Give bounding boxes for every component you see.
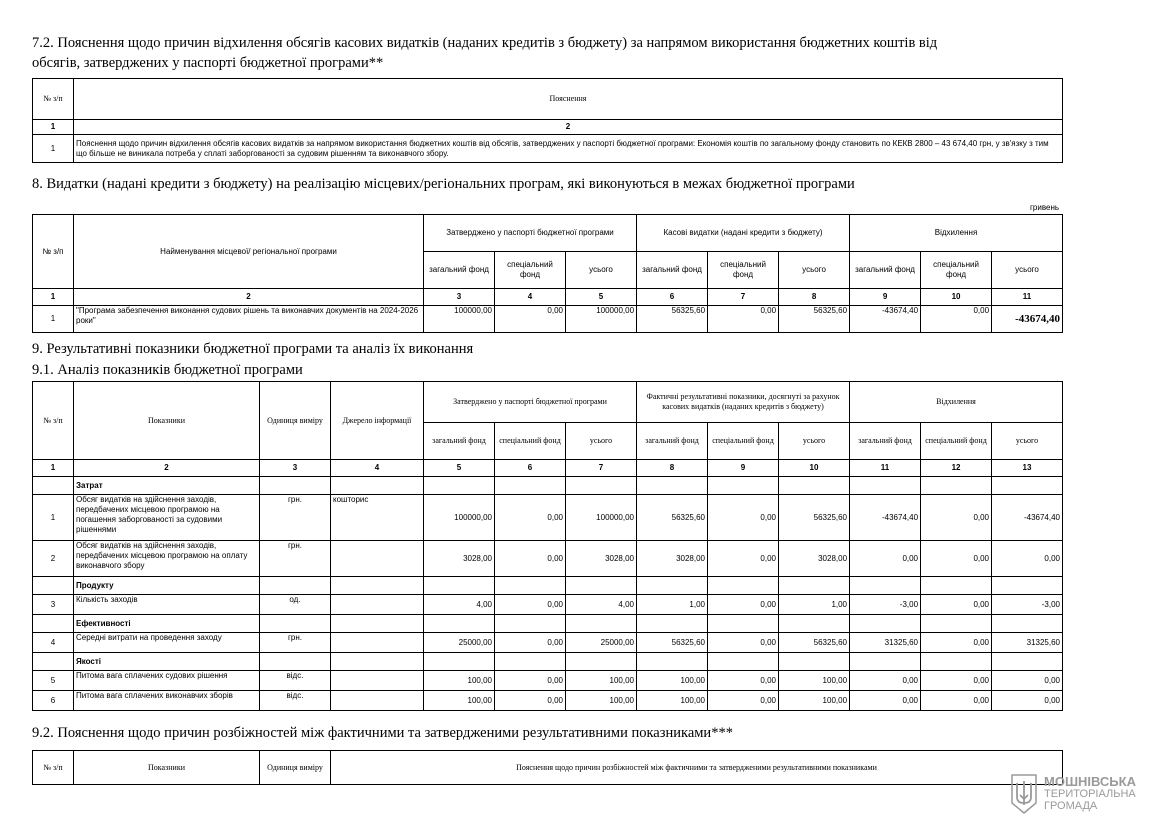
table-row xyxy=(33,495,1063,541)
row-number: 1 xyxy=(33,135,74,163)
col-explanation-header: Пояснення щодо причин розбіжностей між фактичними та затвердженими результативними показниками xyxy=(331,751,1063,785)
category-label: Ефективності xyxy=(74,615,260,633)
value-cell: 100,00 xyxy=(779,691,850,711)
column-number: 6 xyxy=(637,289,708,306)
section-9-heading: 9. Результативні показники бюджетної програми та аналіз їх виконання xyxy=(32,341,474,357)
value-cell: 0,00 xyxy=(921,671,992,691)
value-cell: 0,00 xyxy=(708,691,779,711)
source-cell: кошторис xyxy=(331,495,424,541)
value-cell: 3028,00 xyxy=(779,541,850,577)
source-cell xyxy=(331,671,424,691)
value-cell: 100,00 xyxy=(424,691,495,711)
logo-line-3: ГРОМАДА xyxy=(1044,800,1098,812)
row-number: 1 xyxy=(33,306,74,333)
value-cell: 100000,00 xyxy=(566,495,637,541)
sub-total: усього xyxy=(779,252,850,289)
table-row xyxy=(33,595,1063,615)
value-cell: 3028,00 xyxy=(424,541,495,577)
row-number: 3 xyxy=(33,595,74,615)
value-cell: 100000,00 xyxy=(424,306,495,333)
col-number-header: № з/п xyxy=(33,79,74,120)
value-cell: 0,00 xyxy=(921,541,992,577)
value-cell: 56325,60 xyxy=(779,495,850,541)
table-row xyxy=(33,306,1063,333)
column-number: 10 xyxy=(921,289,992,306)
group-cash-expenditure-header: Касові видатки (надані кредити з бюджету) xyxy=(637,215,850,252)
value-cell: -43674,40 xyxy=(992,495,1063,541)
section-7-2-heading-line-2: обсягів, затверджених у паспорті бюджетної програми** xyxy=(32,55,384,71)
row-number: 5 xyxy=(33,671,74,691)
value-cell: 0,00 xyxy=(495,595,566,615)
source-cell xyxy=(331,595,424,615)
table-row xyxy=(33,671,1063,691)
column-number: 8 xyxy=(779,289,850,306)
category-label: Якості xyxy=(74,653,260,671)
col-unit-header: Одиниця виміру xyxy=(260,382,331,460)
unit-cell: відс. xyxy=(260,691,331,711)
value-cell: 100,00 xyxy=(566,691,637,711)
sub-total: усього xyxy=(992,423,1063,460)
section-7-2-heading-line-1: 7.2. Пояснення щодо причин відхилення обсягів касових видатків (наданих кредитів з бюджету) за напрямом використання бюджетних коштів від xyxy=(32,35,938,51)
group-deviation-header: Відхилення xyxy=(850,382,1063,423)
table-8 xyxy=(32,214,1063,333)
column-number: 1 xyxy=(33,460,74,477)
sub-special-fund: спеціальний фонд xyxy=(921,252,992,289)
sub-total: усього xyxy=(566,252,637,289)
value-cell: 0,00 xyxy=(708,633,779,653)
value-cell: 0,00 xyxy=(708,595,779,615)
program-name: "Програма забезпечення виконання судових рішень та виконавчих документів на 2024-2026 роки" xyxy=(74,306,424,333)
category-label: Затрат xyxy=(74,477,260,495)
column-number: 1 xyxy=(33,289,74,306)
value-cell: 0,00 xyxy=(850,691,921,711)
col-explanation-header: Пояснення xyxy=(74,79,1063,120)
value-cell: 56325,60 xyxy=(779,306,850,333)
column-number: 13 xyxy=(992,460,1063,477)
value-cell: 56325,60 xyxy=(637,633,708,653)
value-cell: 0,00 xyxy=(850,671,921,691)
explanation-text: Пояснення щодо причин відхилення обсягів касових видатків за напрямом використання бюджетних коштів від обсягів, затверджених у паспорті бюджетної програми: Економія коштів по загальному фонду становить по КЕКВ 2800 – 43 674,40 грн, у зв'язку з тим що більше не виникала потреба у сплаті заборгованості за судовим рішенням та виконавчого збору. xyxy=(74,135,1063,163)
indicator-name: Питома вага сплачених судових рішення xyxy=(74,671,260,691)
group-approved-header: Затверджено у паспорті бюджетної програми xyxy=(424,215,637,252)
value-cell: 100000,00 xyxy=(424,495,495,541)
value-cell: 0,00 xyxy=(921,691,992,711)
value-cell: -3,00 xyxy=(850,595,921,615)
community-logo xyxy=(1010,773,1136,815)
value-cell: 0,00 xyxy=(921,595,992,615)
value-cell: 31325,60 xyxy=(992,633,1063,653)
column-number: 3 xyxy=(424,289,495,306)
column-number: 2 xyxy=(74,460,260,477)
sub-general-fund: загальний фонд xyxy=(850,252,921,289)
column-number: 10 xyxy=(779,460,850,477)
column-number: 12 xyxy=(921,460,992,477)
table-row xyxy=(33,135,1063,163)
column-number: 5 xyxy=(566,289,637,306)
value-cell: 100,00 xyxy=(566,671,637,691)
row-number: 4 xyxy=(33,633,74,653)
sub-general-fund: загальний фонд xyxy=(424,252,495,289)
column-number: 8 xyxy=(637,460,708,477)
value-cell: 100,00 xyxy=(779,671,850,691)
group-actual-header: Фактичні результативні показники, досягнуті за рахунок касових видатків (наданих кредитів з бюджету) xyxy=(637,382,850,423)
value-cell: 0,00 xyxy=(495,671,566,691)
table-row xyxy=(33,691,1063,711)
table-9-1 xyxy=(32,381,1063,711)
column-number: 2 xyxy=(74,289,424,306)
value-cell: 0,00 xyxy=(708,671,779,691)
col-number-header: № з/п xyxy=(33,382,74,460)
sub-special-fund: спеціальний фонд xyxy=(708,423,779,460)
sub-general-fund: загальний фонд xyxy=(424,423,495,460)
category-row xyxy=(33,615,1063,633)
value-cell: 100,00 xyxy=(424,671,495,691)
section-8-heading: 8. Видатки (надані кредити з бюджету) на реалізацію місцевих/регіональних програм, які виконуються в межах бюджетної програми xyxy=(32,176,855,192)
value-cell: -3,00 xyxy=(992,595,1063,615)
unit-cell: од. xyxy=(260,595,331,615)
value-cell: 0,00 xyxy=(992,671,1063,691)
value-cell: 0,00 xyxy=(921,495,992,541)
value-cell: -43674,40 xyxy=(850,495,921,541)
value-cell: 3028,00 xyxy=(566,541,637,577)
table-9-2 xyxy=(32,750,1063,785)
col-indicators-header: Показники xyxy=(74,382,260,460)
value-cell: 56325,60 xyxy=(779,633,850,653)
sub-total: усього xyxy=(779,423,850,460)
logo-line-1: МОШНІВСЬКА xyxy=(1044,774,1136,789)
value-cell: 56325,60 xyxy=(637,306,708,333)
value-cell: 100,00 xyxy=(637,671,708,691)
unit-cell: відс. xyxy=(260,671,331,691)
value-cell: 4,00 xyxy=(424,595,495,615)
value-cell: 0,00 xyxy=(921,306,992,333)
section-9-2-heading: 9.2. Пояснення щодо причин розбіжностей між фактичними та затвердженими результативними показниками*** xyxy=(32,725,733,741)
column-number: 6 xyxy=(495,460,566,477)
value-cell: 0,00 xyxy=(992,691,1063,711)
trident-icon xyxy=(1010,773,1038,815)
table-7-2 xyxy=(32,78,1063,163)
logo-line-2: ТЕРИТОРІАЛЬНА xyxy=(1044,788,1136,800)
source-cell xyxy=(331,691,424,711)
value-cell: 31325,60 xyxy=(850,633,921,653)
col-number-header: № з/п xyxy=(33,215,74,289)
col-program-name-header: Найменування місцевої/ регіональної програми xyxy=(74,215,424,289)
value-cell: 100,00 xyxy=(637,691,708,711)
value-cell: 0,00 xyxy=(495,306,566,333)
value-cell: 4,00 xyxy=(566,595,637,615)
column-number: 4 xyxy=(495,289,566,306)
indicator-name: Обсяг видатків на здійснення заходів, передбачених місцевою програмою на оплату виконавчого збору xyxy=(74,541,260,577)
col-indicators-header: Показники xyxy=(74,751,260,785)
currency-unit: гривень xyxy=(1030,203,1060,212)
value-cell: 0,00 xyxy=(921,633,992,653)
group-deviation-header: Відхилення xyxy=(850,215,1063,252)
value-cell: 0,00 xyxy=(708,541,779,577)
column-number: 3 xyxy=(260,460,331,477)
value-cell: 0,00 xyxy=(495,541,566,577)
col-source-header: Джерело інформації xyxy=(331,382,424,460)
value-cell: 25000,00 xyxy=(424,633,495,653)
column-number: 11 xyxy=(992,289,1063,306)
source-cell xyxy=(331,541,424,577)
indicator-name: Обсяг видатків на здійснення заходів, передбачених місцевою програмою на погашення заборгованості за судовими рішеннями xyxy=(74,495,260,541)
value-cell: 100000,00 xyxy=(566,306,637,333)
value-cell: 0,00 xyxy=(850,541,921,577)
category-row xyxy=(33,477,1063,495)
row-number: 6 xyxy=(33,691,74,711)
category-label: Продукту xyxy=(74,577,260,595)
row-number: 2 xyxy=(33,541,74,577)
row-number: 1 xyxy=(33,495,74,541)
sub-special-fund: спеціальний фонд xyxy=(708,252,779,289)
value-cell: 1,00 xyxy=(637,595,708,615)
column-number: 2 xyxy=(74,120,1063,135)
sub-special-fund: спеціальний фонд xyxy=(495,423,566,460)
sub-total: усього xyxy=(566,423,637,460)
unit-cell: грн. xyxy=(260,541,331,577)
value-cell: 0,00 xyxy=(708,306,779,333)
sub-general-fund: загальний фонд xyxy=(850,423,921,460)
column-number: 7 xyxy=(708,289,779,306)
column-number: 1 xyxy=(33,120,74,135)
table-row xyxy=(33,633,1063,653)
col-number-header: № з/п xyxy=(33,751,74,785)
sub-general-fund: загальний фонд xyxy=(637,252,708,289)
indicator-name: Середні витрати на проведення заходу xyxy=(74,633,260,653)
group-approved-header: Затверджено у паспорті бюджетної програми xyxy=(424,382,637,423)
value-cell: 0,00 xyxy=(992,541,1063,577)
column-number: 7 xyxy=(566,460,637,477)
category-row xyxy=(33,653,1063,671)
column-number: 9 xyxy=(708,460,779,477)
value-cell: 25000,00 xyxy=(566,633,637,653)
deviation-total: -43674,40 xyxy=(992,306,1063,333)
sub-total: усього xyxy=(992,252,1063,289)
column-number: 11 xyxy=(850,460,921,477)
column-number: 4 xyxy=(331,460,424,477)
value-cell: -43674,40 xyxy=(850,306,921,333)
section-9-1-heading: 9.1. Аналіз показників бюджетної програми xyxy=(32,362,303,378)
category-row xyxy=(33,577,1063,595)
indicator-name: Кількість заходів xyxy=(74,595,260,615)
column-number: 5 xyxy=(424,460,495,477)
source-cell xyxy=(331,633,424,653)
value-cell: 0,00 xyxy=(708,495,779,541)
indicator-name: Питома вага сплачених виконавчих зборів xyxy=(74,691,260,711)
sub-general-fund: загальний фонд xyxy=(637,423,708,460)
col-unit-header: Одиниця виміру xyxy=(260,751,331,785)
table-row xyxy=(33,541,1063,577)
unit-cell: грн. xyxy=(260,495,331,541)
unit-cell: грн. xyxy=(260,633,331,653)
sub-special-fund: спеціальний фонд xyxy=(495,252,566,289)
value-cell: 56325,60 xyxy=(637,495,708,541)
sub-special-fund: спеціальний фонд xyxy=(921,423,992,460)
column-number: 9 xyxy=(850,289,921,306)
value-cell: 3028,00 xyxy=(637,541,708,577)
value-cell: 0,00 xyxy=(495,691,566,711)
value-cell: 1,00 xyxy=(779,595,850,615)
value-cell: 0,00 xyxy=(495,633,566,653)
value-cell: 0,00 xyxy=(495,495,566,541)
